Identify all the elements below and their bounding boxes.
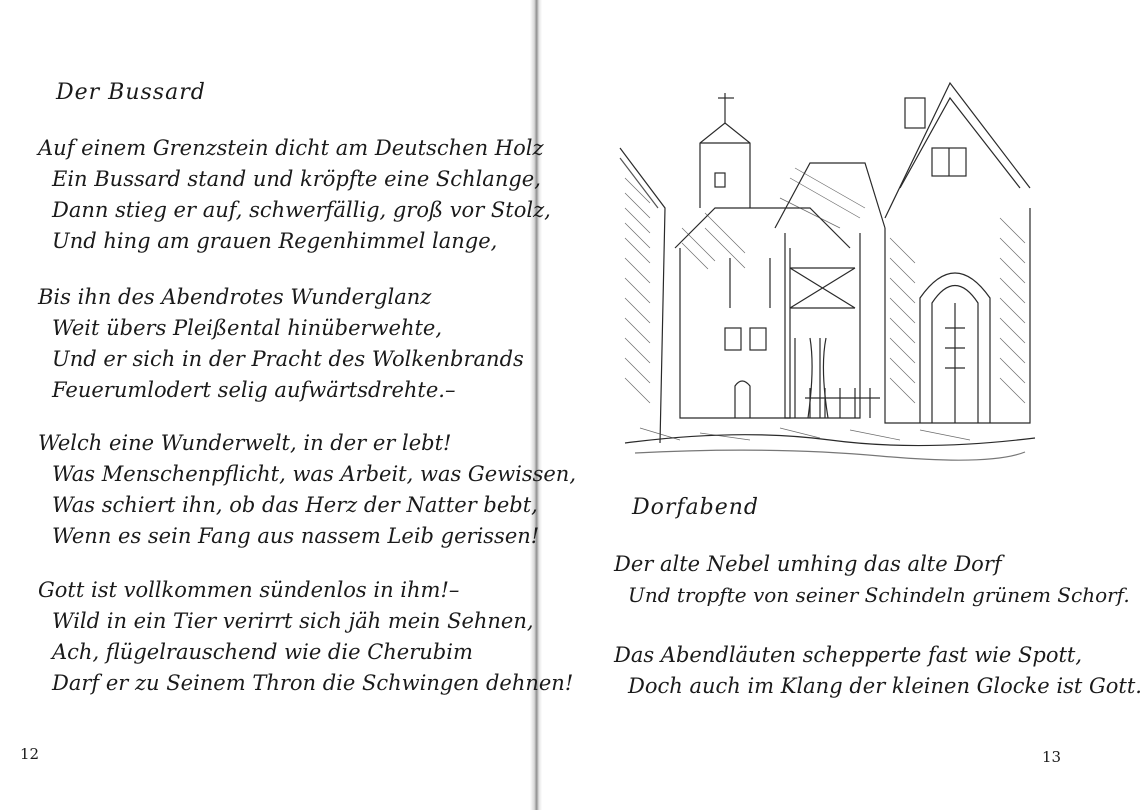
- stanza-4: [38, 575, 573, 699]
- poem-line: Dann stieg er auf, schwerfällig, groß vor Stolz,: [52, 198, 551, 222]
- poem-line: Wenn es sein Fang aus nassem Leib gerissen!: [52, 524, 540, 548]
- poem-line: Welch eine Wunderwelt, in der er lebt!: [38, 431, 452, 455]
- poem-line: Ein Bussard stand und kröpfte eine Schlange,: [52, 167, 541, 191]
- stanza-3: [38, 428, 576, 552]
- poem-line: Was schiert ihn, ob das Herz der Natter bebt,: [52, 493, 538, 517]
- poem-line: Bis ihn des Abendrotes Wunderglanz: [38, 285, 432, 309]
- poem-line: Auf einem Grenzstein dicht am Deutschen Holz: [38, 136, 544, 160]
- poem-line: Ach, flügelrauschend wie die Cherubim: [52, 640, 473, 664]
- poem-line: Darf er zu Seinem Thron die Schwingen dehnen!: [52, 671, 574, 695]
- poem-line: Und er sich in der Pracht des Wolkenbrands: [52, 347, 524, 371]
- poem-line: Doch auch im Klang der kleinen Glocke ist Gott.: [628, 674, 1142, 698]
- poem-title-dorfabend: Dorfabend: [632, 495, 760, 520]
- stanza-1: [38, 133, 551, 257]
- poem-line: Weit übers Pleißental hinüberwehte,: [52, 316, 443, 340]
- page-number-left: 12: [20, 745, 40, 763]
- village-sketch-illustration: [620, 68, 1040, 488]
- poem-title-bussard: Der Bussard: [56, 80, 206, 105]
- stanza-dorfabend-1: [614, 549, 1130, 611]
- poem-line: Wild in ein Tier verirrt sich jäh mein Sehnen,: [52, 609, 534, 633]
- stanza-dorfabend-2: [614, 640, 1142, 702]
- poem-line: Und hing am grauen Regenhimmel lange,: [52, 229, 498, 253]
- stanza-2: [38, 282, 524, 406]
- page-number-right: 13: [1042, 748, 1062, 766]
- poem-line: Das Abendläuten schepperte fast wie Spott,: [614, 643, 1083, 667]
- poem-line: Der alte Nebel umhing das alte Dorf: [614, 552, 1002, 576]
- poem-line: Gott ist vollkommen sündenlos in ihm!–: [38, 578, 460, 602]
- poem-line: Und tropfte von seiner Schindeln grünem Schorf.: [628, 583, 1130, 607]
- poem-line: Feuerumlodert selig aufwärtsdrehte.–: [52, 378, 456, 402]
- poem-line: Was Menschenpflicht, was Arbeit, was Gewissen,: [52, 462, 576, 486]
